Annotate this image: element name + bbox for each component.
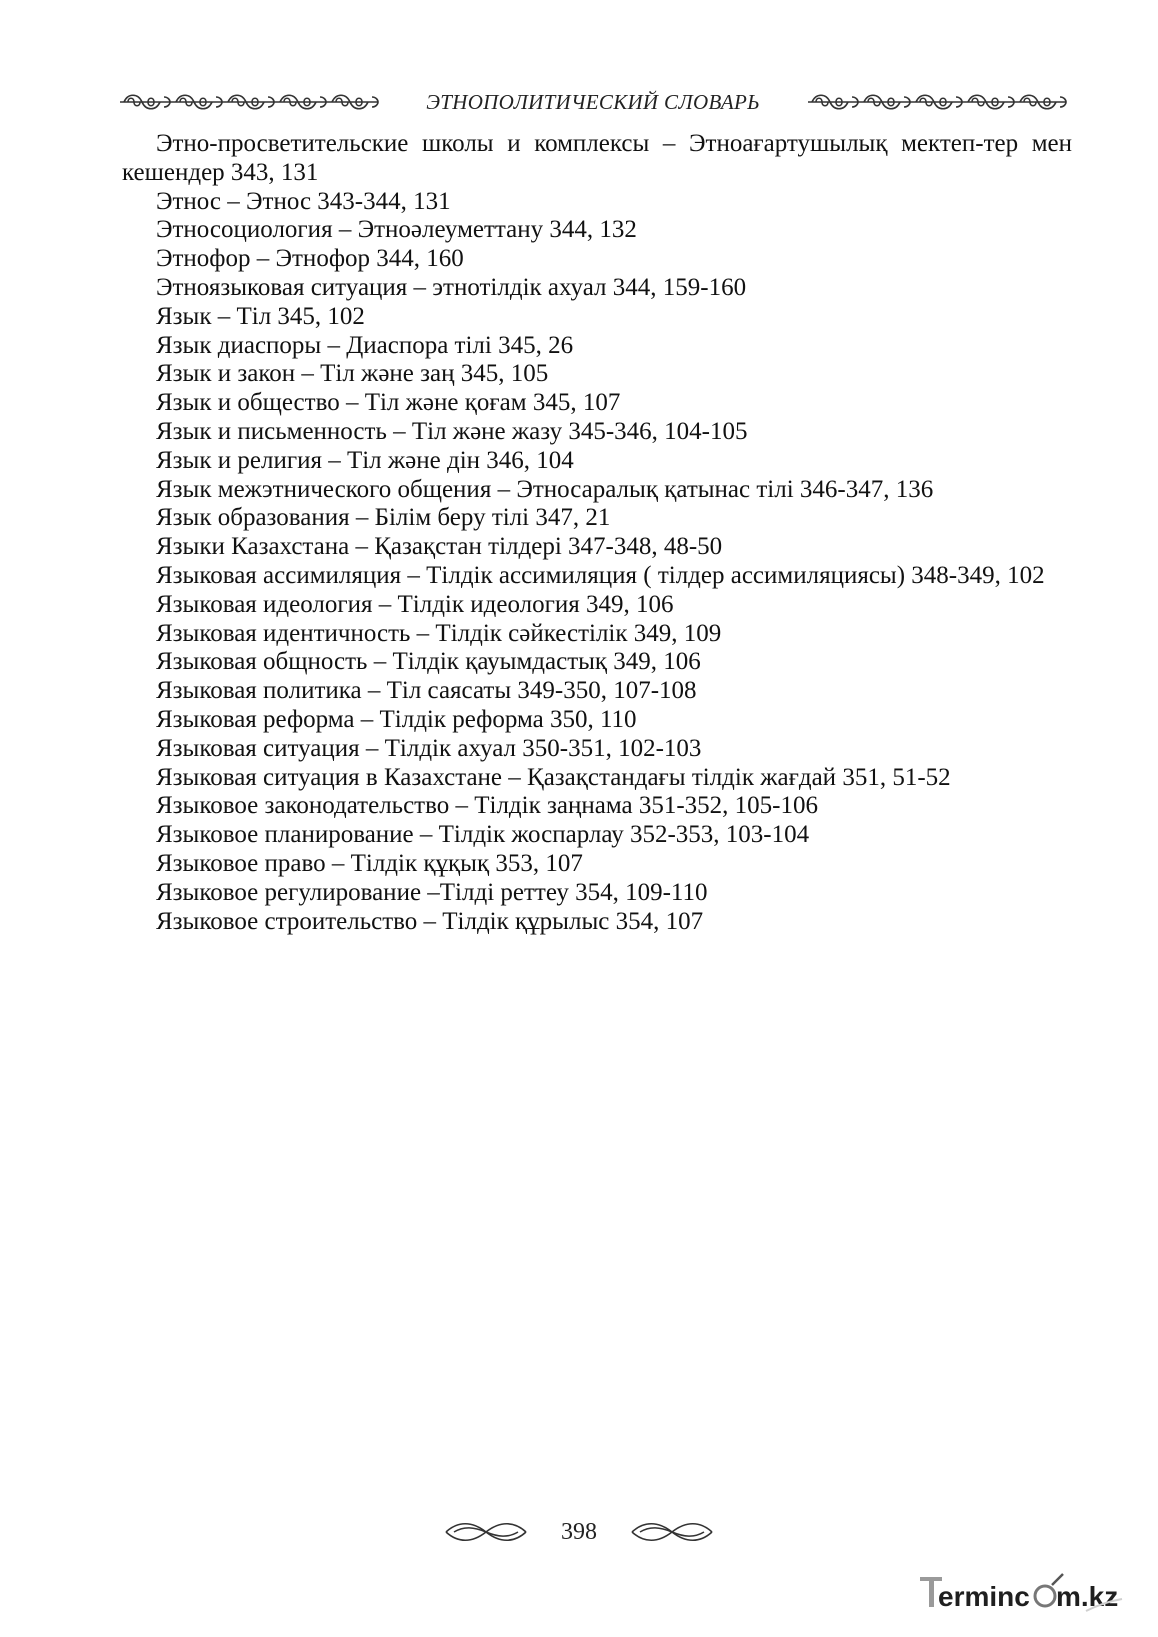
watermark xyxy=(918,1565,1124,1617)
ornament-left-icon xyxy=(118,91,380,113)
index-entry: Языковое планирование – Тілдік жоспарлау 352-353, 103-104 xyxy=(156,821,810,849)
index-entry: Этноязыковая ситуация – этнотілдік ахуал 344, 159-160 xyxy=(156,273,747,301)
index-entry: Языковое строительство – Тілдік құрылыс 354, 107 xyxy=(156,907,704,935)
index-entry: Языковая ситуация в Казахстане – Қазақстандағы тілдік жағдай 351, 51-52 xyxy=(156,763,951,791)
flourish-right-icon xyxy=(630,1519,714,1545)
svg-text:m.kz: m.kz xyxy=(1056,1581,1119,1612)
index-entry: Языковая идентичность – Тілдік сәйкестілік 349, 109 xyxy=(156,619,722,647)
ornament-right-icon xyxy=(806,91,1068,113)
index-entry: Язык и письменность – Тіл және жазу 345-346, 104-105 xyxy=(156,417,748,445)
index-entry: Языковая идеология – Тілдік идеология 349, 106 xyxy=(156,590,674,618)
dictionary-index xyxy=(122,130,1072,936)
running-header xyxy=(118,84,1068,120)
index-entry: Язык и закон – Тіл және заң 345, 105 xyxy=(156,360,549,388)
index-entry: Язык диаспоры – Диаспора тілі 345, 26 xyxy=(156,331,574,359)
index-entry: Этнофор – Этнофор 344, 160 xyxy=(156,245,464,273)
flourish-left-icon xyxy=(444,1519,528,1545)
termincom-logo-icon xyxy=(918,1565,1124,1617)
page-number: 398 xyxy=(561,1518,597,1545)
index-entry: Этносоциология – Этноәлеуметтану 344, 132 xyxy=(156,216,637,244)
index-entry: Язык и религия – Тіл және дін 346, 104 xyxy=(156,446,574,474)
page-footer xyxy=(0,1512,1158,1552)
index-entry: Языки Казахстана – Қазақстан тілдері 347-348, 48-50 xyxy=(156,533,723,561)
index-entry: Язык образования – Білім беру тілі 347, 21 xyxy=(156,504,611,532)
index-entry: Этнос – Этнос 343-344, 131 xyxy=(156,187,451,215)
index-entry: Языковая ассимиляция – Тілдік ассимиляция ( тілдер ассимиляциясы) 348-349, 102 xyxy=(156,561,1045,589)
index-entry: Языковая ситуация – Тілдік ахуал 350-351, 102-103 xyxy=(156,734,702,762)
running-title: ЭТНОПОЛИТИЧЕСКИЙ СЛОВАРЬ xyxy=(426,89,760,114)
index-entry: Язык и общество – Тіл және қоғам 345, 107 xyxy=(156,389,621,417)
index-entry: Языковая политика – Тіл саясаты 349-350, 107-108 xyxy=(156,677,697,705)
index-entry: Язык межэтнического общения – Этносаралық қатынас тілі 346-347, 136 xyxy=(156,475,934,503)
index-entry: Язык – Тіл 345, 102 xyxy=(156,302,365,330)
index-entry: Языковая реформа – Тілдік реформа 350, 110 xyxy=(156,705,637,733)
index-entry: Языковое законодательство – Тілдік заңнама 351-352, 105-106 xyxy=(156,792,818,820)
index-entry: Языковое регулирование –Тілді реттеу 354, 109-110 xyxy=(156,878,708,906)
index-entry: Этно-просветительские школы и комплексы – Этноағартушылық мектеп-тер мен кешендер 343, 131 xyxy=(122,130,1072,186)
svg-text:erminc: erminc xyxy=(938,1581,1030,1612)
index-entry: Языковое право – Тілдік құқық 353, 107 xyxy=(156,849,583,877)
index-entry: Языковая общность – Тілдік қауымдастық 349, 106 xyxy=(156,648,701,676)
